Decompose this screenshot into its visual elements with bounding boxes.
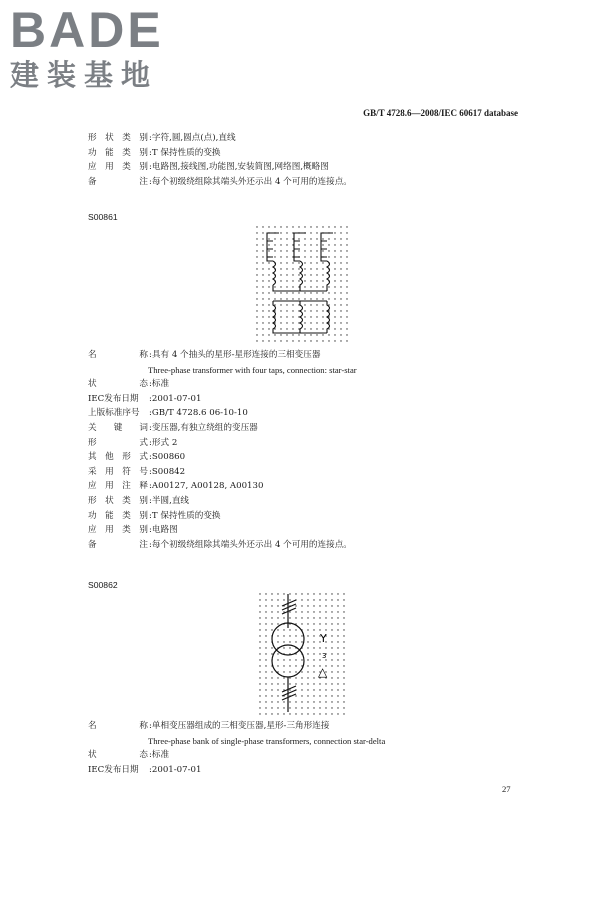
field-label: 应 用 注 释 bbox=[88, 481, 148, 492]
field-value: :S00842 bbox=[149, 466, 186, 477]
standard-reference: GB/T 4728.6—2008/IEC 60617 database bbox=[363, 108, 518, 118]
brand-logo bbox=[10, 4, 180, 92]
field-value: :2001-07-01 bbox=[149, 393, 202, 404]
field-row bbox=[88, 748, 385, 763]
field-row bbox=[88, 131, 352, 146]
field-value: :标准 bbox=[149, 379, 170, 390]
field-value: :电路图 bbox=[149, 525, 178, 536]
field-row bbox=[88, 392, 357, 407]
field-row bbox=[88, 436, 357, 451]
star-mark: Y bbox=[320, 632, 327, 645]
logo-brand-text: BADE bbox=[10, 2, 164, 58]
field-value: :形式 2 bbox=[149, 437, 178, 448]
field-row bbox=[88, 523, 357, 538]
symbol-name-en: Three-phase transformer with four taps, connection: star-star bbox=[148, 364, 357, 375]
field-row bbox=[88, 719, 385, 734]
symbol-name-cn: :单相变压器组成的三相变压器,星形-三角形连接 bbox=[149, 721, 330, 731]
field-label: 状 态 bbox=[88, 379, 148, 390]
field-label: 其 他 形 式 bbox=[88, 452, 148, 463]
field-row bbox=[88, 421, 357, 436]
s00861-fields bbox=[88, 348, 357, 552]
field-value: :标准 bbox=[149, 750, 170, 761]
field-label: 功 能 类 别 bbox=[88, 147, 148, 158]
symbol-code: S00861 bbox=[88, 212, 118, 222]
s00862-fields bbox=[88, 719, 385, 777]
page-number: 27 bbox=[502, 784, 511, 794]
field-value: :2001-07-01 bbox=[149, 764, 202, 775]
transformer-windings bbox=[267, 233, 333, 333]
field-value: :T 保持性质的变换 bbox=[149, 147, 221, 158]
field-label: 应 用 类 别 bbox=[88, 162, 148, 173]
field-value: :S00860 bbox=[149, 452, 186, 463]
field-label: 名 称 bbox=[88, 350, 148, 360]
field-label: 名 称 bbox=[88, 721, 148, 731]
field-label: 状 态 bbox=[88, 750, 148, 761]
logo-brand-cn: 建装基地 bbox=[10, 58, 159, 92]
delta-mark: △ bbox=[318, 665, 328, 679]
top-fields bbox=[88, 131, 352, 189]
field-row bbox=[88, 479, 357, 494]
field-label: 关 键 词 bbox=[88, 422, 148, 433]
field-value: :T 保持性质的变换 bbox=[149, 510, 221, 521]
symbol-name-en: Three-phase bank of single-phase transformers, connection star-delta bbox=[148, 735, 386, 746]
field-label: IEC发布日期 bbox=[88, 393, 139, 404]
field-row bbox=[88, 363, 357, 378]
field-row bbox=[88, 465, 357, 480]
field-value: :变压器,有独立绕组的变压器 bbox=[149, 422, 258, 433]
field-label: 上版标准序号 bbox=[88, 408, 140, 419]
field-row bbox=[88, 406, 357, 421]
field-value: :GB/T 4728.6 06-10-10 bbox=[149, 408, 248, 419]
phase-count-mark: 3 bbox=[322, 652, 327, 660]
transformer-circles bbox=[272, 594, 304, 712]
field-row bbox=[88, 160, 352, 175]
field-row bbox=[88, 494, 357, 509]
field-value: :A00127, A00128, A00130 bbox=[149, 481, 264, 492]
field-row bbox=[88, 450, 357, 465]
field-value: :电路图,接线图,功能图,安装简图,网络图,概略图 bbox=[149, 162, 329, 173]
field-label: 形 状 类 别 bbox=[88, 495, 148, 506]
field-value: :每个初级绕组除其端头外还示出 4 个可用的连接点。 bbox=[149, 176, 352, 187]
field-row bbox=[88, 763, 385, 778]
field-value: :半圆,直线 bbox=[149, 495, 190, 506]
symbol-code: S00862 bbox=[88, 580, 118, 590]
field-row bbox=[88, 734, 385, 749]
field-row bbox=[88, 377, 357, 392]
field-label: 应 用 类 别 bbox=[88, 525, 148, 536]
field-label: 形 式 bbox=[88, 437, 148, 448]
star-star-transformer-diagram bbox=[255, 225, 351, 347]
field-label: 功 能 类 别 bbox=[88, 510, 148, 521]
field-label: 备 注 bbox=[88, 539, 148, 550]
field-value: :字符,圆,圆点(点),直线 bbox=[149, 133, 236, 143]
field-row bbox=[88, 175, 352, 190]
field-row bbox=[88, 146, 352, 161]
field-label: 形 状 类 别 bbox=[88, 133, 148, 143]
symbol-name-cn: :具有 4 个抽头的星形-星形连接的三相变压器 bbox=[149, 350, 321, 360]
field-row bbox=[88, 348, 357, 363]
field-value: :每个初级绕组除其端头外还示出 4 个可用的连接点。 bbox=[149, 539, 352, 550]
field-label: 采 用 符 号 bbox=[88, 466, 148, 477]
star-delta-transformer-diagram bbox=[258, 592, 350, 716]
field-label: 备 注 bbox=[88, 176, 148, 187]
field-row bbox=[88, 509, 357, 524]
field-label: IEC发布日期 bbox=[88, 764, 139, 775]
field-row bbox=[88, 538, 357, 553]
